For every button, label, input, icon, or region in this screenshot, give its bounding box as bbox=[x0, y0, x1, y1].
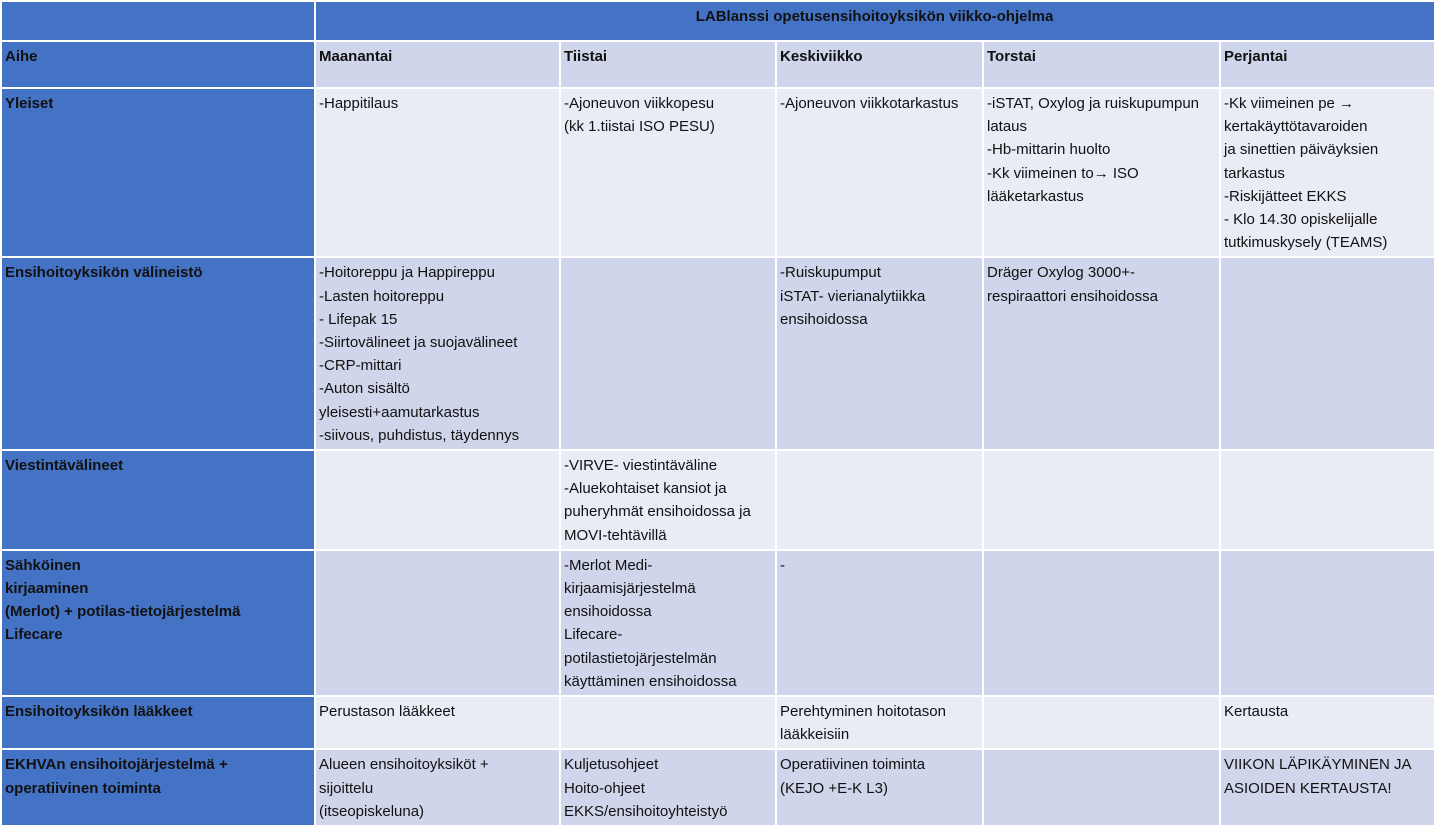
cell-line: -Siirtovälineet ja suojavälineet bbox=[319, 334, 518, 352]
cell-line: -Ajoneuvon viikkotarkastus bbox=[780, 95, 959, 112]
schedule-cell-monday bbox=[315, 749, 560, 826]
cell-line: käyttäminen ensihoidossa bbox=[564, 672, 737, 690]
cell-line: Dräger Oxylog 3000+- bbox=[987, 264, 1135, 282]
topic-line: Sähköinen bbox=[5, 556, 81, 574]
row-topic-cell bbox=[1, 749, 315, 826]
cell-line: Perehtyminen hoitotason bbox=[780, 703, 946, 721]
schedule-cell-friday bbox=[1220, 88, 1434, 257]
header-row bbox=[1, 41, 1434, 88]
topic-line: Lifecare bbox=[5, 626, 63, 644]
cell-line: yleisesti+aamutarkastus bbox=[319, 403, 480, 421]
cell-line: iSTAT- vierianalytiikka bbox=[780, 287, 926, 305]
row-topic-cell bbox=[1, 450, 315, 550]
cell-line: Perustason lääkkeet bbox=[319, 703, 455, 721]
schedule-cell-tuesday bbox=[560, 257, 776, 450]
cell-line: -Hb-mittarin huolto bbox=[987, 141, 1111, 159]
cell-line: ensihoidossa bbox=[780, 310, 868, 328]
schedule-cell-tuesday bbox=[560, 550, 776, 696]
cell-line: kirjaamisjärjestelmä bbox=[564, 580, 696, 598]
cell-line: ASIOIDEN KERTAUSTA! bbox=[1224, 779, 1392, 797]
cell-line: -Happitilaus bbox=[319, 95, 399, 112]
cell-line: -VIRVE- viestintäväline bbox=[564, 457, 718, 475]
cell-line: - Klo 14.30 opiskelijalle bbox=[1224, 211, 1378, 229]
cell-line: (kk 1.tiistai ISO PESU) bbox=[564, 118, 715, 136]
cell-line: puheryhmät ensihoidossa ja bbox=[564, 503, 751, 521]
cell-line: -Riskijätteet EKKS bbox=[1224, 187, 1347, 205]
cell-line: -siivous, puhdistus, täydennys bbox=[319, 426, 520, 444]
schedule-cell-wednesday bbox=[776, 550, 983, 696]
cell-line: Lifecare- bbox=[564, 626, 623, 644]
cell-line: respiraattori ensihoidossa bbox=[987, 287, 1158, 305]
schedule-cell-tuesday bbox=[560, 696, 776, 749]
cell-line: lääkkeisiin bbox=[780, 726, 850, 744]
cell-line: ja sinettien päiväyksien bbox=[1224, 141, 1379, 159]
topic-header: Aihe bbox=[1, 41, 315, 88]
cell-line: Hoito-ohjeet bbox=[564, 779, 645, 797]
topic-line: Ensihoitoyksikön lääkkeet bbox=[5, 703, 193, 721]
schedule-cell-monday bbox=[315, 450, 560, 550]
cell-line: kertakäyttötavaroiden bbox=[1224, 118, 1368, 136]
cell-line: Kuljetusohjeet bbox=[564, 756, 659, 774]
row-topic-cell bbox=[1, 257, 315, 450]
day-header-friday: Perjantai bbox=[1220, 41, 1434, 88]
schedule-cell-monday bbox=[315, 88, 560, 257]
cell-line: lataus bbox=[987, 118, 1028, 136]
row-topic-cell bbox=[1, 550, 315, 696]
schedule-cell-friday bbox=[1220, 257, 1434, 450]
schedule-cell-thursday bbox=[983, 696, 1220, 749]
schedule-row bbox=[1, 696, 1434, 749]
row-topic-cell bbox=[1, 88, 315, 257]
cell-line: (itseopiskeluna) bbox=[319, 802, 425, 820]
schedule-cell-monday bbox=[315, 257, 560, 450]
day-header-thursday: Torstai bbox=[983, 41, 1220, 88]
schedule-cell-friday bbox=[1220, 696, 1434, 749]
cell-line: -Auton sisältö bbox=[319, 380, 410, 398]
schedule-cell-tuesday bbox=[560, 450, 776, 550]
cell-line: Operatiivinen toiminta bbox=[780, 756, 926, 774]
cell-line: -Aluekohtaiset kansiot ja bbox=[564, 480, 727, 498]
title-corner-cell bbox=[1, 1, 315, 41]
day-header-wednesday: Keskiviikko bbox=[776, 41, 983, 88]
cell-line: - bbox=[780, 556, 785, 574]
cell-line: -Hoitoreppu ja Happireppu bbox=[319, 264, 495, 282]
schedule-cell-friday bbox=[1220, 550, 1434, 696]
cell-line: -iSTAT, Oxylog ja ruiskupumpun bbox=[987, 95, 1200, 112]
cell-line: -CRP-mittari bbox=[319, 357, 402, 375]
day-header-monday: Maanantai bbox=[315, 41, 560, 88]
cell-line: EKKS/ensihoitoyhteistyö bbox=[564, 802, 728, 820]
topic-line: Viestintävälineet bbox=[5, 457, 124, 475]
row-topic-cell bbox=[1, 696, 315, 749]
schedule-row bbox=[1, 749, 1434, 826]
topic-line: Yleiset bbox=[5, 95, 54, 112]
schedule-cell-tuesday bbox=[560, 88, 776, 257]
schedule-cell-thursday bbox=[983, 450, 1220, 550]
topic-line: operatiivinen toiminta bbox=[5, 779, 161, 797]
schedule-row bbox=[1, 450, 1434, 550]
schedule-cell-thursday bbox=[983, 550, 1220, 696]
cell-line: lääketarkastus bbox=[987, 187, 1084, 205]
cell-line: Kertausta bbox=[1224, 703, 1289, 721]
schedule-cell-thursday bbox=[983, 749, 1220, 826]
schedule-cell-wednesday bbox=[776, 696, 983, 749]
cell-line: -Lasten hoitoreppu bbox=[319, 287, 445, 305]
cell-line: (KEJO +E-K L3) bbox=[780, 779, 888, 797]
topic-line: Ensihoitoyksikön välineistö bbox=[5, 264, 203, 282]
schedule-cell-wednesday bbox=[776, 88, 983, 257]
cell-line: tarkastus bbox=[1224, 164, 1285, 182]
topic-line: EKHVAn ensihoitojärjestelmä + bbox=[5, 756, 228, 774]
cell-line: potilastietojärjestelmän bbox=[564, 649, 717, 667]
cell-line: ensihoidossa bbox=[564, 603, 652, 621]
schedule-cell-thursday bbox=[983, 257, 1220, 450]
schedule-row bbox=[1, 257, 1434, 450]
cell-line: VIIKON LÄPIKÄYMINEN JA bbox=[1224, 756, 1412, 774]
cell-line: Alueen ensihoitoyksiköt + bbox=[319, 756, 489, 774]
schedule-cell-tuesday bbox=[560, 749, 776, 826]
schedule-cell-thursday bbox=[983, 88, 1220, 257]
schedule-cell-wednesday bbox=[776, 749, 983, 826]
schedule-cell-friday bbox=[1220, 450, 1434, 550]
cell-line: -Ajoneuvon viikkopesu bbox=[564, 95, 715, 112]
cell-line: -Kk viimeinen to→ ISO bbox=[987, 164, 1139, 182]
topic-line: kirjaaminen bbox=[5, 580, 89, 598]
cell-line: -Kk viimeinen pe → bbox=[1224, 95, 1355, 112]
title-row bbox=[1, 1, 1434, 41]
cell-line: -Ruiskupumput bbox=[780, 264, 881, 282]
schedule-row bbox=[1, 88, 1434, 257]
schedule-cell-wednesday bbox=[776, 450, 983, 550]
cell-line: -Merlot Medi- bbox=[564, 556, 653, 574]
schedule-cell-monday bbox=[315, 550, 560, 696]
page-title: LABlanssi opetusensihoitoyksikön viikko-ohjelma bbox=[315, 1, 1434, 41]
cell-line: tutkimuskysely (TEAMS) bbox=[1224, 234, 1388, 252]
schedule-cell-friday bbox=[1220, 749, 1434, 826]
cell-line: MOVI-tehtävillä bbox=[564, 526, 667, 544]
day-header-tuesday: Tiistai bbox=[560, 41, 776, 88]
topic-line: (Merlot) + potilas-tietojärjestelmä bbox=[5, 603, 241, 621]
cell-line: - Lifepak 15 bbox=[319, 310, 398, 328]
schedule-cell-monday bbox=[315, 696, 560, 749]
schedule-cell-wednesday bbox=[776, 257, 983, 450]
cell-line: sijoittelu bbox=[319, 779, 374, 797]
schedule-row bbox=[1, 550, 1434, 696]
